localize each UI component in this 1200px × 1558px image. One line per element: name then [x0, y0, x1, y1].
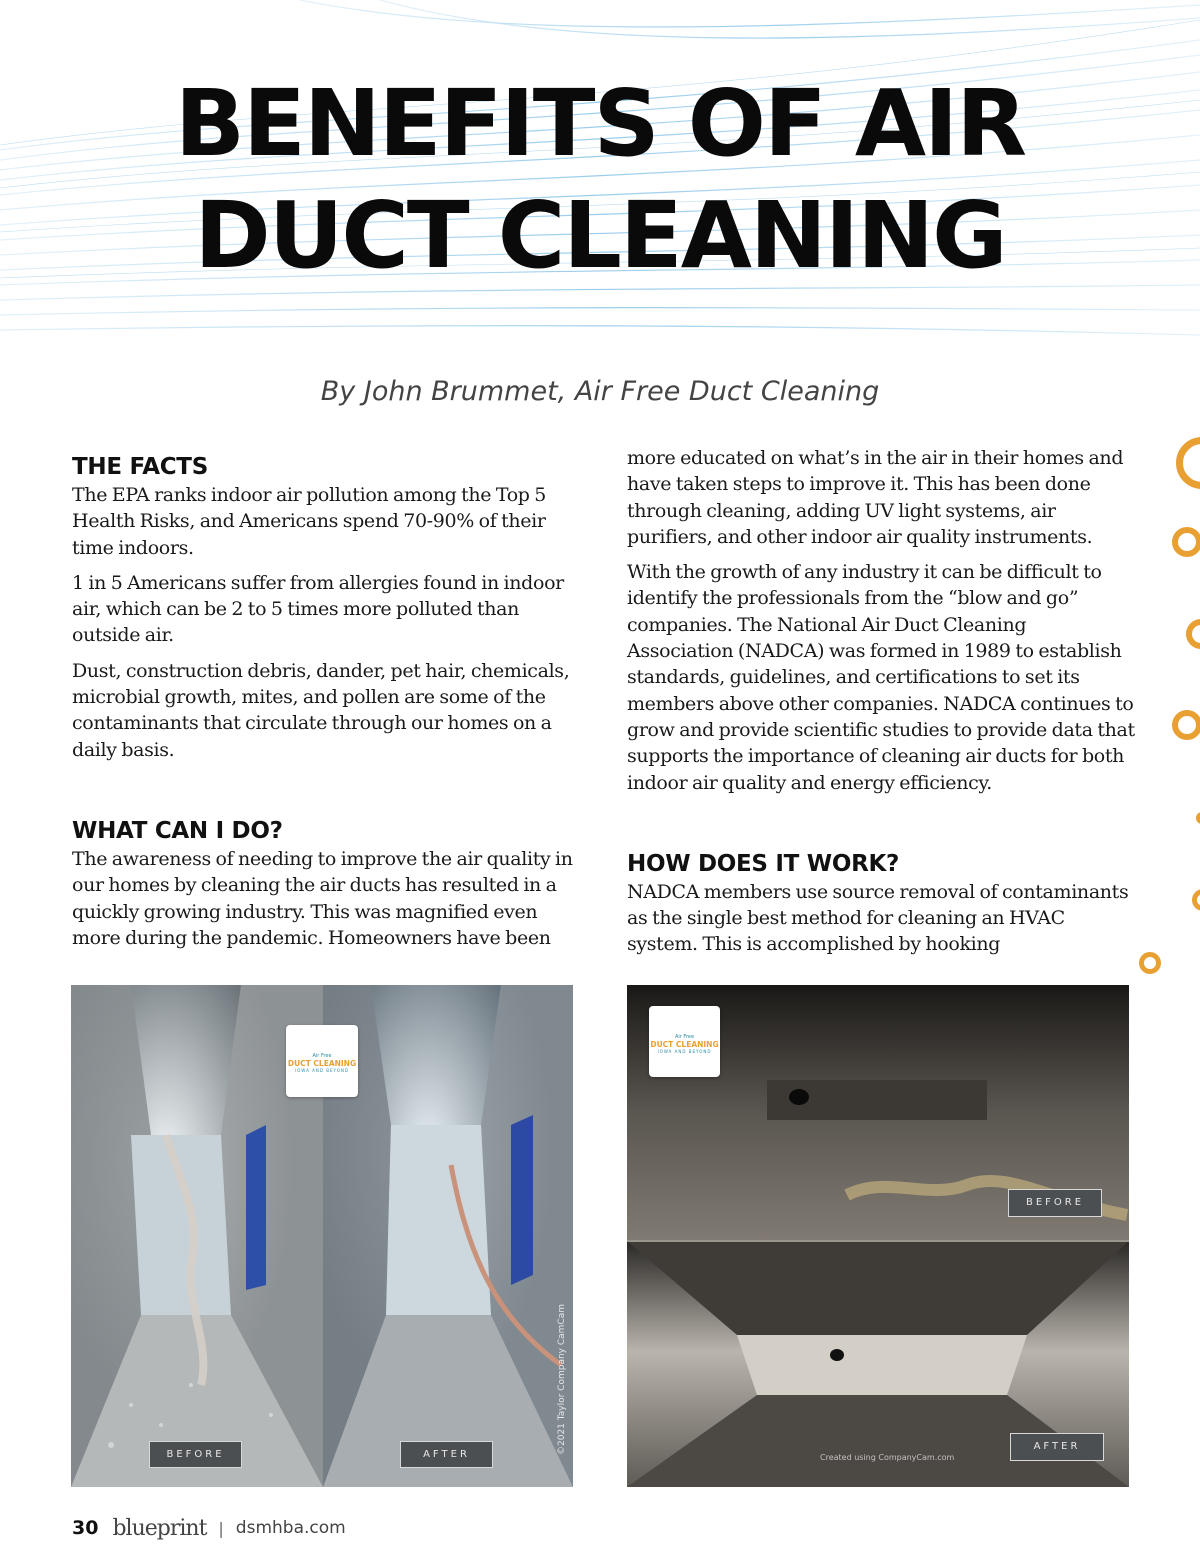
- after-label: AFTER: [400, 1441, 493, 1468]
- before-after-photo-right: [627, 985, 1129, 1487]
- before-after-photo-left: [71, 985, 573, 1487]
- facts-paragraph-2: 1 in 5 Americans suffer from allergies found in indoor air, which can be 2 to 5 times more polluted than outside air.: [72, 571, 564, 647]
- company-logo: Air Free DUCT CLEANING IOWA AND BEYOND: [649, 1006, 720, 1077]
- decorative-ring: [1186, 619, 1200, 649]
- facts-paragraph-3: Dust, construction debris, dander, pet hair, chemicals, microbial growth, mites, and pollen are some of the contaminants that circulate through our homes on a daily basis.: [72, 659, 570, 761]
- page-footer: [72, 1513, 346, 1543]
- byline: By John Brummet, Air Free Duct Cleaning: [320, 376, 880, 407]
- what-can-i-do-paragraph-2: With the growth of any industry it can be difficult to identify the professionals from the “blow and go” companies. The National Air Duct Cleaning Association (NADCA) was formed in 1989 to establish standards, guidelines, and certifications to set its members above other companies. NADCA continues to grow and provide scientific studies to provide data that supports the importance of cleaning air ducts for both indoor air quality and energy efficiency.: [627, 561, 1135, 794]
- decorative-ring: [1176, 437, 1200, 489]
- facts-paragraph-1: The EPA ranks indoor air pollution among the Top 5 Health Risks, and Americans spend 70-90% of their time indoors.: [72, 484, 547, 559]
- website-url: dsmhba.com: [235, 1518, 346, 1538]
- title-line-1: BENEFITS OF AIR: [174, 70, 1026, 177]
- section-heading-what-can-i-do: WHAT CAN I DO?: [72, 817, 283, 844]
- decorative-ring: [1139, 952, 1161, 974]
- section-heading-facts: THE FACTS: [72, 454, 208, 480]
- decorative-ring: [1172, 527, 1200, 557]
- before-label: BEFORE: [1008, 1189, 1102, 1217]
- what-can-i-do-paragraph-1-continued: more educated on what’s in the air in their homes and have taken steps to improve it. This has been done through cleaning, adding UV light systems, air purifiers, and other indoor air quality instruments.: [627, 447, 1124, 548]
- decorative-ring: [1196, 812, 1200, 824]
- article-title: [0, 68, 1200, 292]
- title-line-2: DUCT CLEANING: [194, 182, 1006, 289]
- after-label: AFTER: [1010, 1433, 1104, 1461]
- decorative-ring: [1192, 889, 1200, 911]
- magazine-name: blueprint: [112, 1515, 207, 1541]
- photo-credit: ©2021 Taylor Company CamCam: [557, 1304, 567, 1455]
- footer-separator: |: [218, 1518, 224, 1538]
- section-heading-how-does-it-work: HOW DOES IT WORK?: [627, 850, 900, 877]
- page-number: 30: [72, 1517, 99, 1539]
- what-can-i-do-paragraph-1: The awareness of needing to improve the air quality in our homes by cleaning the air ducts has resulted in a quickly growing industry. This was magnified even more during the pandemic. Homeowners have been: [72, 847, 573, 949]
- left-column: [72, 452, 577, 960]
- right-column: [627, 445, 1137, 967]
- decorative-ring: [1172, 710, 1200, 740]
- how-does-it-work-paragraph-1: NADCA members use source removal of contaminants as the single best method for cleaning an HVAC system. This is accomplished by hooking: [627, 880, 1129, 956]
- company-logo: Air Free DUCT CLEANING IOWA AND BEYOND: [286, 1025, 358, 1097]
- before-label: BEFORE: [149, 1441, 242, 1468]
- companycam-credit: Created using CompanyCam.com: [820, 1453, 955, 1462]
